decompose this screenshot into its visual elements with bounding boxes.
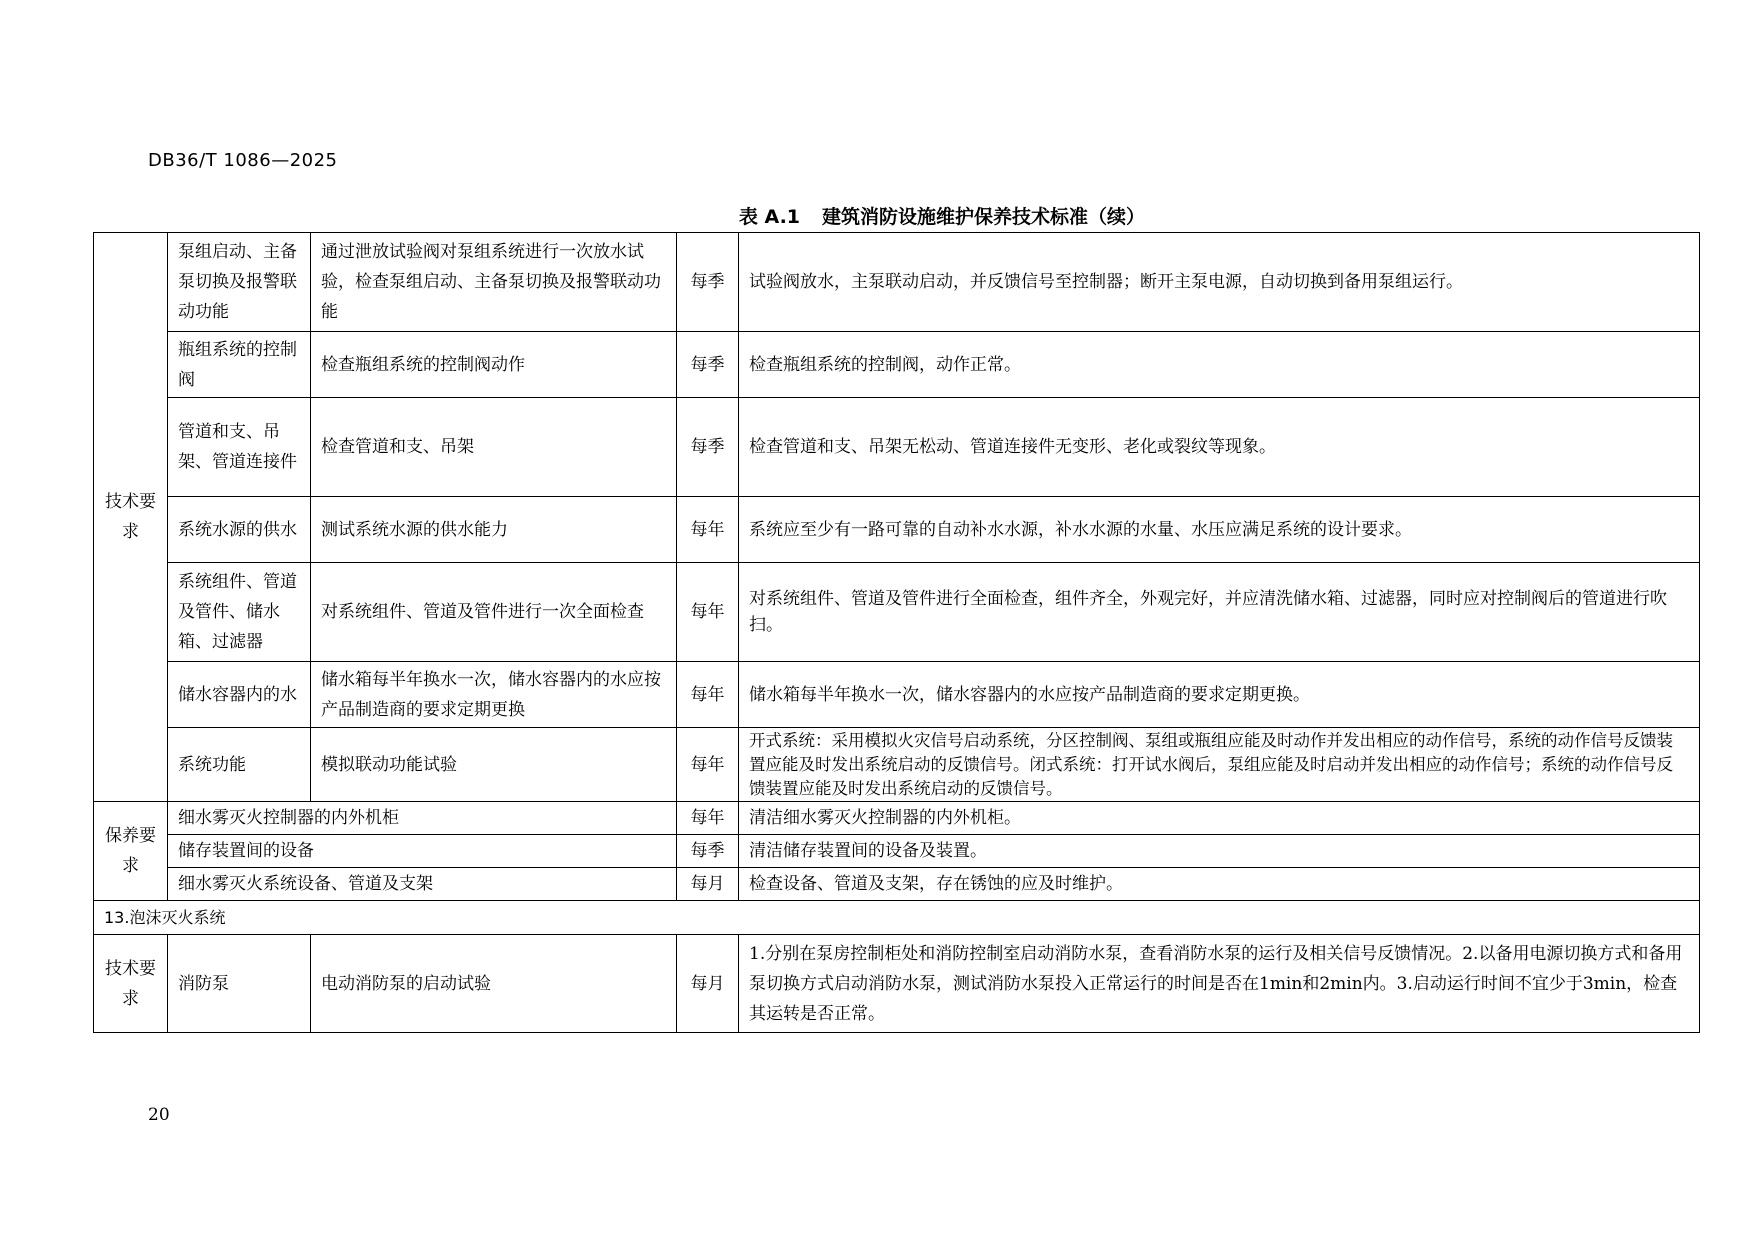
table-row bbox=[94, 728, 1700, 802]
maintenance-standard-table bbox=[93, 232, 1700, 1033]
table-row bbox=[94, 233, 1700, 332]
standard-cell: 对系统组件、管道及管件进行全面检查，组件齐全，外观完好，并应清洗储水箱、过滤器，同时应对控制阀后的管道进行吹扫。 bbox=[739, 563, 1700, 662]
item-cell: 细水雾灭火控制器的内外机柜 bbox=[168, 802, 677, 835]
page-number: 20 bbox=[148, 1105, 170, 1125]
standard-cell: 系统应至少有一路可靠的自动补水水源，补水水源的水量、水压应满足系统的设计要求。 bbox=[739, 497, 1700, 563]
item-cell: 泵组启动、主备泵切换及报警联动功能 bbox=[168, 233, 311, 332]
item-cell: 系统水源的供水 bbox=[168, 497, 311, 563]
frequency-cell: 每年 bbox=[677, 563, 739, 662]
frequency-cell: 每季 bbox=[677, 398, 739, 497]
table-row bbox=[94, 802, 1700, 835]
table-row bbox=[94, 332, 1700, 398]
frequency-cell: 每年 bbox=[677, 728, 739, 802]
standard-cell: 试验阀放水，主泵联动启动，并反馈信号至控制器；断开主泵电源，自动切换到备用泵组运行。 bbox=[739, 233, 1700, 332]
category-cell: 保养要求 bbox=[94, 802, 168, 901]
item-cell: 瓶组系统的控制阀 bbox=[168, 332, 311, 398]
frequency-cell: 每季 bbox=[677, 332, 739, 398]
standard-cell: 检查设备、管道及支架，存在锈蚀的应及时维护。 bbox=[739, 868, 1700, 901]
table-row bbox=[94, 497, 1700, 563]
item-cell: 管道和支、吊架、管道连接件 bbox=[168, 398, 311, 497]
standard-cell: 检查管道和支、吊架无松动、管道连接件无变形、老化或裂纹等现象。 bbox=[739, 398, 1700, 497]
standard-cell: 清洁细水雾灭火控制器的内外机柜。 bbox=[739, 802, 1700, 835]
standard-cell: 开式系统：采用模拟火灾信号启动系统，分区控制阀、泵组或瓶组应能及时动作并发出相应的动作信号，系统的动作信号反馈装置应能及时发出系统启动的反馈信号。闭式系统：打开试水阀后，泵组应能及时启动并发出相应的动作信号；系统的动作信号反馈装置应能及时发出系统启动的反馈信号。 bbox=[739, 728, 1700, 802]
item-cell: 细水雾灭火系统设备、管道及支架 bbox=[168, 868, 677, 901]
table-row bbox=[94, 398, 1700, 497]
table-row bbox=[94, 662, 1700, 728]
content-cell: 检查瓶组系统的控制阀动作 bbox=[311, 332, 677, 398]
frequency-cell: 每年 bbox=[677, 662, 739, 728]
standard-cell: 储水箱每半年换水一次，储水容器内的水应按产品制造商的要求定期更换。 bbox=[739, 662, 1700, 728]
frequency-cell: 每月 bbox=[677, 935, 739, 1033]
standard-code: DB36/T 1086—2025 bbox=[148, 150, 338, 171]
category-cell: 技术要求 bbox=[94, 935, 168, 1033]
section-title: 13.泡沫灭火系统 bbox=[94, 901, 1700, 935]
content-cell: 模拟联动功能试验 bbox=[311, 728, 677, 802]
content-cell: 电动消防泵的启动试验 bbox=[311, 935, 677, 1033]
table-caption-title: 建筑消防设施维护保养技术标准（续） bbox=[822, 206, 1146, 228]
content-cell: 通过泄放试验阀对泵组系统进行一次放水试验，检查泵组启动、主备泵切换及报警联动功能 bbox=[311, 233, 677, 332]
section-header-row bbox=[94, 901, 1700, 935]
content-cell: 测试系统水源的供水能力 bbox=[311, 497, 677, 563]
item-cell: 储存装置间的设备 bbox=[168, 835, 677, 868]
table-caption bbox=[0, 202, 1754, 229]
table-row bbox=[94, 835, 1700, 868]
item-cell: 系统组件、管道及管件、储水箱、过滤器 bbox=[168, 563, 311, 662]
content-cell: 储水箱每半年换水一次，储水容器内的水应按产品制造商的要求定期更换 bbox=[311, 662, 677, 728]
content-cell: 检查管道和支、吊架 bbox=[311, 398, 677, 497]
category-cell: 技术要求 bbox=[94, 233, 168, 802]
frequency-cell: 每季 bbox=[677, 835, 739, 868]
frequency-cell: 每年 bbox=[677, 802, 739, 835]
frequency-cell: 每月 bbox=[677, 868, 739, 901]
item-cell: 消防泵 bbox=[168, 935, 311, 1033]
table-row bbox=[94, 868, 1700, 901]
standard-cell: 1.分别在泵房控制柜处和消防控制室启动消防水泵，查看消防水泵的运行及相关信号反馈情况。2.以备用电源切换方式和备用泵切换方式启动消防水泵，测试消防水泵投入正常运行的时间是否在1min和2min内。3.启动运行时间不宜少于3min，检查其运转是否正常。 bbox=[739, 935, 1700, 1033]
frequency-cell: 每季 bbox=[677, 233, 739, 332]
standard-cell: 检查瓶组系统的控制阀，动作正常。 bbox=[739, 332, 1700, 398]
table-caption-number: 表 A.1 bbox=[738, 206, 801, 228]
table-row bbox=[94, 563, 1700, 662]
item-cell: 系统功能 bbox=[168, 728, 311, 802]
table-row bbox=[94, 935, 1700, 1033]
item-cell: 储水容器内的水 bbox=[168, 662, 311, 728]
standard-cell: 清洁储存装置间的设备及装置。 bbox=[739, 835, 1700, 868]
content-cell: 对系统组件、管道及管件进行一次全面检查 bbox=[311, 563, 677, 662]
frequency-cell: 每年 bbox=[677, 497, 739, 563]
